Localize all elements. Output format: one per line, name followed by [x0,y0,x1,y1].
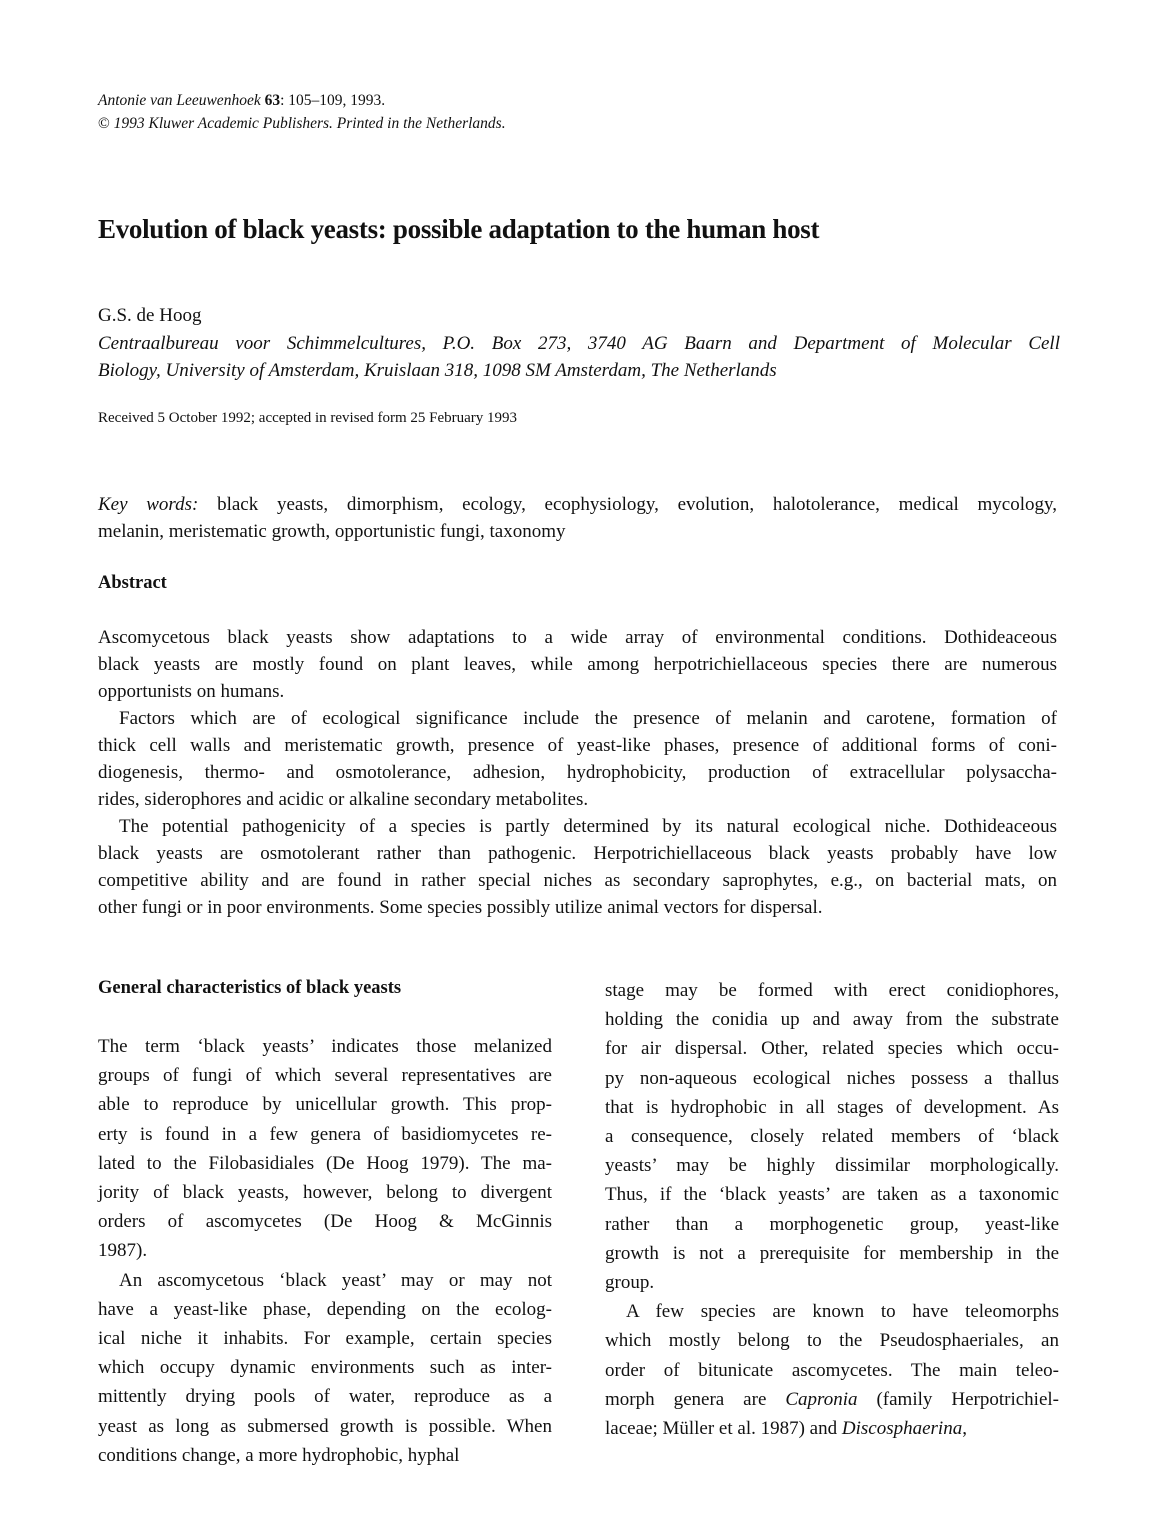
text-line: Factors which are of ecological significance include the presence of melanin and carotene, formation of [119,708,1057,729]
text-line: a consequence, closely related members of ‘black [605,1126,1059,1148]
text-line: The term ‘black yeasts’ indicates those melanized [98,1036,552,1057]
copyright-text: 1993 Kluwer Academic Publishers. Printed in the Netherlands. [109,115,506,132]
text-line: lated to the Filobasidiales (De Hoog 1979). The ma- [98,1152,552,1174]
text-line: morph genera are Capronia (family Herpotrichiel- [605,1388,1059,1410]
text-line: 1987). [98,1240,148,1262]
text-line: ical niche it inhabits. For example, certain species [98,1328,552,1350]
text-line: py non-aqueous ecological niches possess a thallus [605,1067,1059,1089]
pages: : 105–109, 1993. [280,92,386,109]
affiliation [98,330,1060,384]
text-line: A few species are known to have teleomorphs [626,1301,1059,1323]
italic-term: Discosphaerina [841,1418,963,1440]
left-column [98,1032,552,1470]
right-column [605,976,1059,1443]
text-line: black yeasts are osmotolerant rather than pathogenic. Herpotrichiellaceous black yeasts probably have low [98,843,1057,864]
author: G.S. de Hoog [98,305,202,326]
text-line: have a yeast-like phase, depending on the ecolog- [98,1298,552,1320]
paragraph [98,705,1057,813]
text-line: other fungi or in poor environments. Some species possibly utilize animal vectors for dispersal. [98,897,823,918]
keywords-line [98,491,1057,518]
text-line: Ascomycetous black yeasts show adaptations to a wide array of environmental conditions. Dothideaceous [98,627,1057,648]
text-line: laceae; Müller et al. 1987) and Discosphaerina, [605,1418,967,1440]
affiliation-line: Biology, University of Amsterdam, Kruislaan 318, 1098 SM Amsterdam, The Netherlands [98,360,777,381]
section-heading: General characteristics of black yeasts [98,978,402,998]
text-line: which occupy dynamic environments such as inter- [98,1357,552,1379]
text-line: group. [605,1272,655,1294]
received-dates: Received 5 October 1992; accepted in revised form 25 February 1993 [98,410,518,426]
keywords-label: Key words: [98,494,199,515]
abstract-heading: Abstract [98,573,167,593]
text-line: competitive ability and are found in rather special niches as secondary saprophytes, e.g., on bacterial mats, on [98,870,1057,891]
journal-name: Antonie van Leeuwenhoek [98,92,261,109]
text-line: yeast as long as submersed growth is possible. When [98,1415,552,1437]
affiliation-line: Centraalbureau voor Schimmelcultures, P.O. Box 273, 3740 AG Baarn and Department of Molecular Cell [98,333,1060,354]
paragraph [605,976,1059,1297]
text-line: rides, siderophores and acidic or alkaline secondary metabolites. [98,789,589,810]
text-line: opportunists on humans. [98,681,285,702]
text-line: rather than a morphogenetic group, yeast-like [605,1213,1059,1235]
text-line: growth is not a prerequisite for membership in the [605,1242,1059,1264]
text-line: jority of black yeasts, however, belong to divergent [98,1182,552,1204]
italic-term: Capronia [785,1388,858,1410]
abstract-body [98,624,1057,921]
text-line: The potential pathogenicity of a species is partly determined by its natural ecological niche. Dothideaceous [119,816,1057,837]
journal-header [98,89,506,135]
text-line: thick cell walls and meristematic growth, presence of yeast-like phases, presence of additional forms of coni- [98,735,1057,756]
text-line: holding the conidia up and away from the substrate [605,1009,1059,1031]
paper-title: Evolution of black yeasts: possible adaptation to the human host [98,214,820,244]
text-line: diogenesis, thermo- and osmotolerance, adhesion, hydrophobicity, production of extracellular polysaccha- [98,762,1057,783]
text-line: for air dispersal. Other, related species which occu- [605,1038,1059,1060]
text-line: which mostly belong to the Pseudosphaeriales, an [605,1330,1059,1352]
copyright-symbol: © [98,115,110,132]
volume: 63 [264,92,281,109]
text-line: An ascomycetous ‘black yeast’ may or may not [119,1269,552,1291]
text-line: that is hydrophobic in all stages of development. As [605,1096,1059,1118]
text-line: conditions change, a more hydrophobic, hyphal [98,1444,460,1466]
text-line: groups of fungi of which several representatives are [98,1065,552,1087]
text-line: erty is found in a few genera of basidiomycetes re- [98,1123,552,1145]
text-line: mittently drying pools of water, reproduce as a [98,1386,552,1408]
text-line: Thus, if the ‘black yeasts’ are taken as a taxonomic [605,1184,1059,1206]
text-line: order of bitunicate ascomycetes. The main teleo- [605,1359,1059,1381]
paragraph [98,813,1057,921]
copyright-line [98,112,506,135]
paragraph [98,1266,552,1470]
text-line: able to reproduce by unicellular growth. This prop- [98,1094,552,1116]
text-line: yeasts’ may be highly dissimilar morphologically. [605,1155,1059,1177]
paragraph [98,624,1057,705]
text-line: black yeasts are mostly found on plant leaves, while among herpotrichiellaceous species there are numerous [98,654,1057,675]
paragraph [98,1032,552,1266]
keywords [98,491,1057,545]
keywords-text: black yeasts, dimorphism, ecology, ecophysiology, evolution, halotolerance, medical mycology, [198,494,1058,515]
citation-line [98,89,506,112]
text-line: orders of ascomycetes (De Hoog & McGinnis [98,1211,552,1233]
keywords-line: melanin, meristematic growth, opportunistic fungi, taxonomy [98,521,566,542]
text-line: stage may be formed with erect conidiophores, [605,980,1059,1001]
paragraph [605,1297,1059,1443]
